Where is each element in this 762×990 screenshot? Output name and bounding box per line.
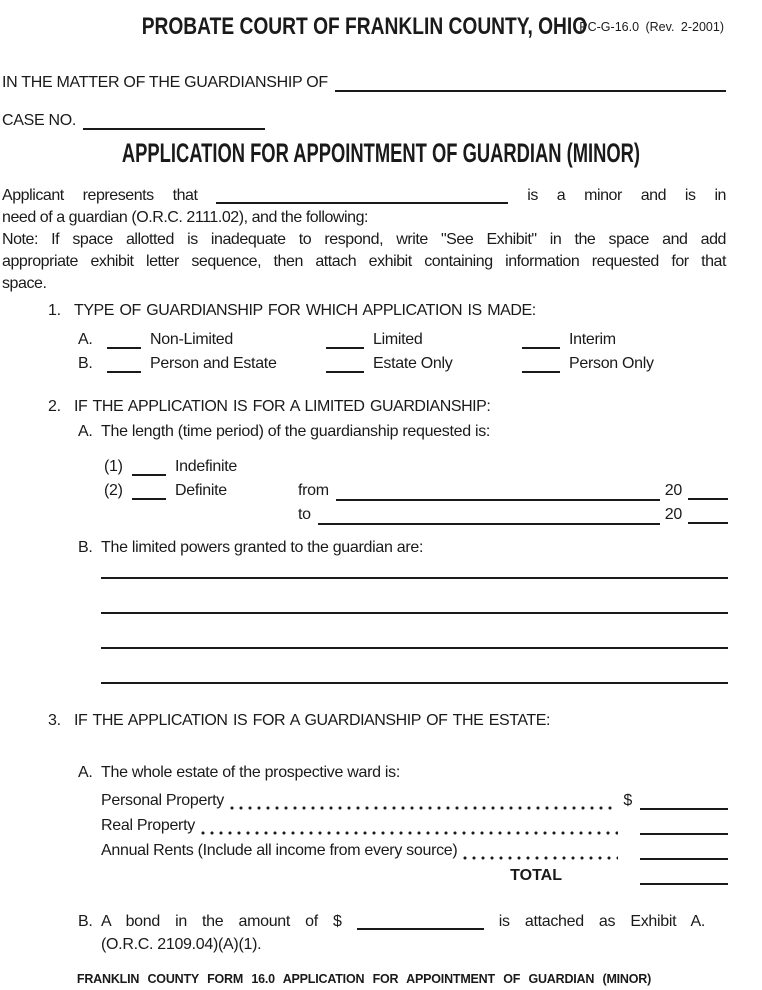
from-date-field[interactable] [336, 499, 660, 501]
intro-line-2: need of a guardian (O.R.C. 2111.02), and the following: [2, 209, 369, 226]
section-2b: B. The limited powers granted to the guardian are: [78, 539, 424, 556]
section-3-heading: 3. IF THE APPLICATION IS FOR A GUARDIANSHIP OF THE ESTATE: [48, 712, 550, 729]
estate-row-personal-property: Personal Property $ [101, 788, 728, 813]
dollar-sign: $ [623, 792, 632, 809]
estate-row-annual-rents: Annual Rents (Include all income from every source) [101, 838, 728, 863]
to-date-field[interactable] [318, 523, 660, 525]
real-property-amount-field[interactable] [640, 833, 728, 835]
intro-line-4: appropriate exhibit letter sequence, then attach exhibit containing information requested for that [2, 253, 726, 270]
checkbox-person-and-estate[interactable] [107, 371, 141, 373]
section-2-heading: 2. IF THE APPLICATION IS FOR A LIMITED GUARDIANSHIP: [48, 398, 491, 415]
estate-row-real-property: Real Property [101, 813, 728, 838]
length-option-indefinite: (1) Indefinite [104, 455, 728, 479]
bond-line-1: A bond in the amount of $ is attached as Exhibit A. [101, 913, 705, 930]
type-row-a: A. Non-Limited Limited Interim [78, 328, 728, 352]
dotted-leader [230, 806, 615, 810]
intro-line-5: space. [2, 275, 47, 292]
to-label: to [298, 506, 311, 523]
annual-rents-amount-field[interactable] [640, 858, 728, 860]
intro-paragraph [2, 185, 726, 295]
form-title: APPLICATION FOR APPOINTMENT OF GUARDIAN (MINOR) [121, 138, 641, 168]
checkbox-estate-only[interactable] [326, 371, 364, 373]
case-no-label: CASE NO. [2, 112, 77, 129]
dotted-leader [201, 831, 618, 835]
label-interim: Interim [569, 331, 616, 348]
definite-to-row [298, 503, 728, 527]
section-3b: B. A bond in the amount of $ is attached as Exhibit A. (O.R.C. 2109.04)(A)(1). [78, 910, 728, 956]
checkbox-definite[interactable] [132, 498, 166, 500]
section-3a: A. The whole estate of the prospective ward is: [78, 764, 400, 781]
label-limited: Limited [373, 331, 423, 348]
case-no-field[interactable] [83, 128, 265, 130]
court-title: PROBATE COURT OF FRANKLIN COUNTY, OHIO [141, 13, 587, 40]
powers-line-1[interactable] [101, 559, 728, 579]
section-2a: A. The length (time period) of the guardianship requested is: [78, 423, 491, 440]
from-year-field[interactable] [688, 498, 728, 500]
bond-line-2: (O.R.C. 2109.04)(A)(1). [101, 936, 262, 953]
probate-form-page [0, 13, 728, 988]
intro-line-1: Applicant represents that is a minor and is in [2, 187, 726, 204]
label-estate-only: Estate Only [373, 355, 453, 372]
powers-line-2[interactable] [101, 579, 728, 614]
type-row-b: B. Person and Estate Estate Only Person Only [78, 352, 728, 376]
checkbox-limited[interactable] [326, 347, 364, 349]
label-definite: Definite [175, 482, 227, 499]
label-person-and-estate: Person and Estate [150, 355, 277, 372]
matter-label: IN THE MATTER OF THE GUARDIANSHIP OF [2, 74, 328, 91]
checkbox-non-limited[interactable] [107, 347, 141, 349]
guardianship-of-field[interactable] [335, 90, 726, 92]
label-non-limited: Non-Limited [150, 331, 233, 348]
length-option-definite: (2) Definite from 20 [104, 479, 728, 503]
from-label: from [298, 482, 329, 499]
personal-property-amount-field[interactable] [640, 808, 728, 810]
estate-total-row [101, 863, 728, 888]
case-row [2, 110, 726, 132]
total-amount-field[interactable] [640, 883, 728, 885]
checkbox-person-only[interactable] [522, 371, 560, 373]
checkbox-interim[interactable] [522, 347, 560, 349]
label-indefinite: Indefinite [175, 458, 237, 475]
minor-name-field[interactable] [216, 192, 508, 204]
matter-row [2, 72, 726, 94]
from-year-prefix: 20 [664, 482, 682, 499]
intro-line-3: Note: If space allotted is inadequate to respond, write "See Exhibit" in the space and add [2, 231, 726, 248]
powers-line-4[interactable] [101, 649, 728, 684]
to-year-field[interactable] [688, 522, 728, 524]
total-label: TOTAL [510, 867, 562, 884]
bond-amount-field[interactable] [357, 918, 484, 930]
section-1-heading: 1. TYPE OF GUARDIANSHIP FOR WHICH APPLICATION IS MADE: [48, 302, 536, 319]
powers-line-3[interactable] [101, 614, 728, 649]
dotted-leader [463, 856, 618, 860]
form-footer: FRANKLIN COUNTY FORM 16.0 APPLICATION FOR APPOINTMENT OF GUARDIAN (MINOR) [76, 972, 652, 986]
checkbox-indefinite[interactable] [132, 474, 166, 476]
label-person-only: Person Only [569, 355, 654, 372]
to-year-prefix: 20 [664, 506, 682, 523]
form-revision-code: PC-G-16.0 (Rev. 2-2001) [579, 20, 724, 34]
